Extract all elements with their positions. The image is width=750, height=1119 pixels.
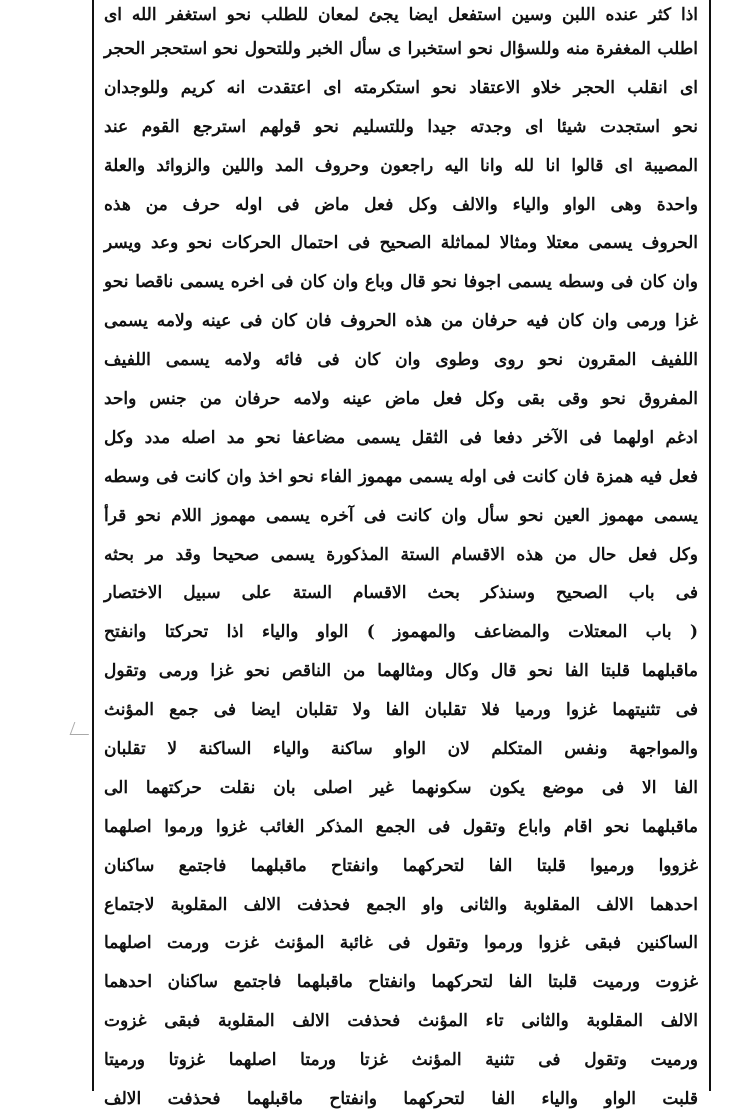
text-line: يسمى مهموز العين نحو سأل وان كانت فى آخره يسمى مهموز اللام نحو قرأ [104,505,698,526]
text-line: ( باب المعتلات والمضاعف والمهموز ) الواو والياء اذا تحركتا وانفتح [104,622,698,643]
text-line: الفا الا فى موضع يكون سكونهما غير اصلى بان نقلت حركتهما الى [104,777,698,798]
text-line: واحدة وهى الواو والياء والالف وكل فعل ماض فى اوله حرف من هذه [104,194,698,215]
text-line: فعل فيه همزة فان كانت فى اوله يسمى مهموز الفاء نحو اخذ وان كانت فى وسطه [104,466,698,487]
text-line: المصيبة اى قالوا انا لله وانا اليه راجعون وحروف المد واللين والزوائد والعلة [104,155,698,176]
text-line: الالف المقلوبة والثانى تاء المؤنث فحذفت الالف المقلوبة فبقى غزوت [104,1011,698,1032]
text-line: ماقبلهما قلبتا الفا نحو قال وكال ومثالهما من الناقص نحو غزا ورمى وتقول [104,661,698,682]
text-line: الحروف يسمى معتلا ومثالا لمماثلة الصحيح فى احتمال الحركات نحو وعد ويسر [104,233,698,254]
text-line: اذا كثر عنده اللبن وسين استفعل ايضا يجئ لمعان للطلب نحو استغفر الله اى [104,5,698,25]
text-line: ادغم اولهما فى الآخر دفعا فى الثقل يسمى مضاعفا نحو مد اصله مدد وكل [104,427,698,448]
text-line: غزوت ورميت قلبتا الفا لتحركهما وانفتاح ماقبلهما فاجتمع ساكنان احدهما [104,972,698,993]
text-line: اللفيف المقرون نحو روى وطوى وان كان فى فائه ولامه يسمى اللفيف [104,350,698,371]
left-margin-rule [92,0,94,1091]
text-line: فى تثنيتهما غزوا ورميا فلا تقلبان الفا ولا تقلبان ايضا فى جمع المؤنث [104,700,698,721]
text-line: غزووا ورميوا قلبتا الفا لتحركهما وانفتاح ماقبلهما فاجتمع ساكنان [104,855,698,876]
text-line: ماقبلهما نحو اقام واباع وتقول فى الجمع المذكر الغائب غزوا ورموا اصلهما [104,816,698,837]
text-line: المفروق نحو وقى بقى وكل فعل ماض عينه ولامه حرفان من جنس واحد [104,389,698,410]
right-margin-rule [709,0,711,1091]
text-line: نحو استجدت شيئا اى وجدته جيدا وللتسليم نحو قولهم استرجع القوم عند [104,116,698,137]
text-line: والمواجهة ونفس المتكلم لان الواو ساكنة والياء الساكنة لا تقلبان [104,739,698,760]
text-line: وكل فعل حال من هذه الاقسام الستة المذكورة يسمى صحيحا وقد مر بحثه [104,544,698,565]
arabic-text-block [104,0,698,1119]
text-line: احدهما الالف المقلوبة والثانى واو الجمع فحذفت الالف المقلوبة لاجتماع [104,894,698,915]
text-line: الساكنين فبقى غزوا ورموا وتقول فى غائبة المؤنث غزت ورمت اصلهما [104,933,698,954]
text-line: اطلب المغفرة منه وللسؤال نحو استخبرا ى سأل الخبر وللتحول نحو استحجر الحجر [104,39,698,59]
text-line: وان كان فى وسطه يسمى اجوفا نحو قال وباع وان كان فى اخره يسمى ناقصا نحو [104,272,698,293]
text-line: ورميت وتقول فى تثنية المؤنث غزتا ورمتا اصلهما غزوتا ورميتا [104,1050,698,1071]
text-line: قلبت الواو والياء الفا لتحركهما وانفتاح ماقبلهما فحذفت الالف [104,1089,698,1110]
margin-pen-mark [70,722,94,735]
text-line: غزا ورمى وان كان فيه حرفان من هذه الحروف فان كان فى عينه ولامه يسمى [104,311,698,332]
text-line: فى باب الصحيح وسنذكر بحث الاقسام الستة على سبيل الاختصار [104,583,698,604]
text-line: اى انقلب الحجر خلاو الاعتقاد نحو استكرمته اى اعتقدت انه كريم وللوجدان [104,77,698,98]
